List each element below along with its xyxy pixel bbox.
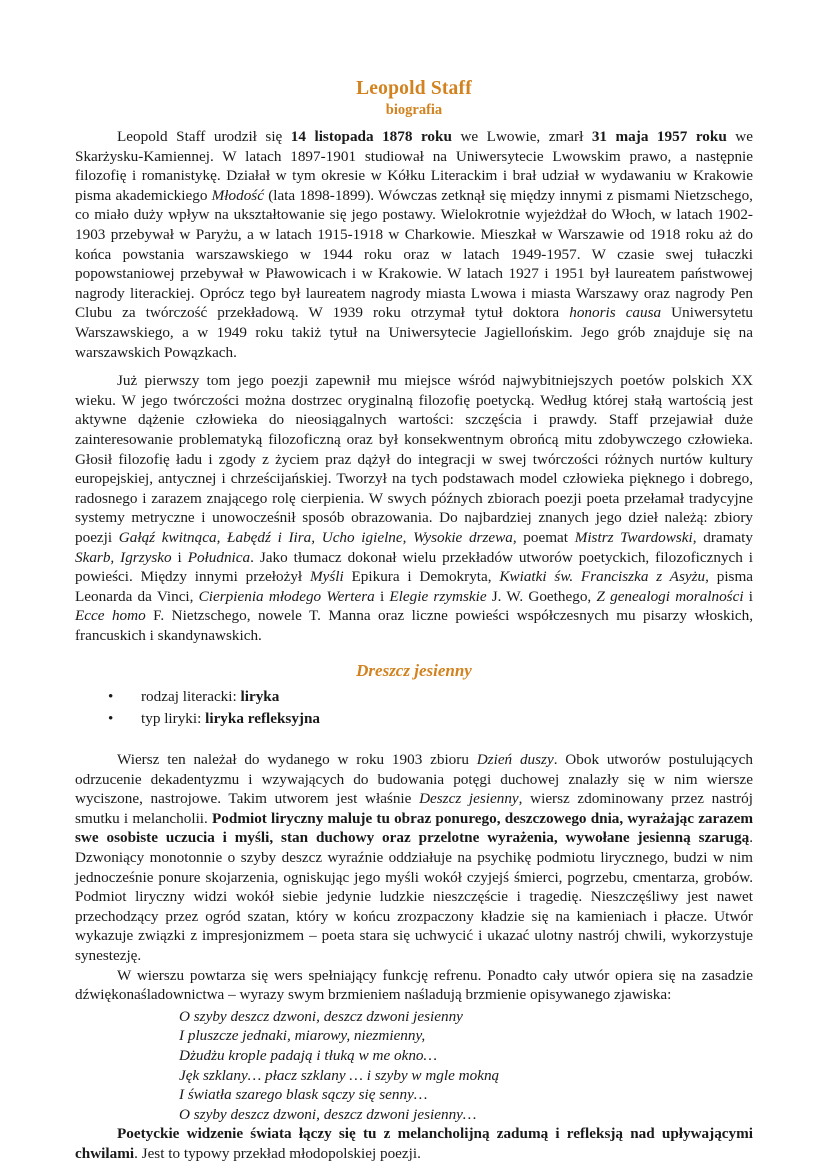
poem-p1-highlight: Podmiot liryczny maluje tu obraz ponurego, deszczowego dnia, wyrażając zarazem swe osobiste uczucia i myśli, stan duchowy oraz przelotne wyrażenia, wywołane jesienną szarugą	[75, 809, 753, 847]
bio-p2-work-poludnica: Południca	[187, 548, 251, 566]
feature-label: typ liryki:	[141, 709, 206, 727]
bio-p2-text-3: , dramaty	[692, 528, 753, 546]
bio-p2-text-1: Już pierwszy tom jego poezji zapewnił mu miejsce wśród najwybitniejszych poetów polskich XX wieku. W jego twórczości można dostrzec oryginalną filozofię poetycką. Według której stałą wartością jest aktywne dążenie człowieka do nieosiągalnych wartości: szczęścia i prawdy. Staff przejawiał duże zainteresowanie problematyką filozoficzną oraz był konsekwentnym obrońcą mitu zdobywczego człowieka. Głosił filozofię ładu i zgody z życiem praz dążył do integracji w swej twórczości różnych nurtów kultury europejskiej, antycznej i chrześcijańskiej. Tworzył na tych podstawach model człowieka pięknego i dobrego, radosnego i zarazem znającego rolę cierpienia. W swych późnych zbiorach poezji poeta przełamał tradycyjne systemy metryczne i unowocześnił sposób obrazowania. Do najbardziej znanych jego dzieł należą: zbiory poezji	[75, 372, 753, 546]
poem-p1-text-4: . Dzwoniący monotonnie o szyby deszcz wyraźnie oddziałuje na psychikę podmiotu lirycznego, budzi w nim jednocześnie ponure skojarzenia, ogniskując jego myśli wokół czyjejś śmierci, pogrzebu, cmentarza, grobów. Podmiot liryczny widzi wokół siebie jedynie ludzkie nieszczęście i tragedię. Nieszczęśliwy jest nawet przechodzący przez ogród szatan, który w końcu zrozpaczony kładzie się na kamieniach i płacze. Utwór wykazuje związki z impresjonizmem – poeta stara się uchwycić i ukazać ulotny nastrój chwili, wykorzystuje synestezję.	[75, 829, 753, 965]
poem-line: I pluszcze jednaki, miarowy, niezmienny,	[179, 1027, 426, 1045]
bio-p2-text-4: i	[171, 548, 188, 566]
poem-line: O szyby deszcz dzwoni, deszcz dzwoni jesienny	[179, 1007, 463, 1025]
bio-p1-text-1: Leopold Staff urodził się	[117, 128, 291, 146]
section-spacer	[75, 646, 753, 661]
poem-p1-collection-dzien-duszy: Dzień duszy	[476, 751, 554, 769]
bio-p2-works-dramas: Skarb, Igrzysko	[75, 548, 172, 566]
list-item	[75, 687, 753, 707]
poem-p3-text-1: . Jest to typowy przekład młodopolskiej poezji.	[134, 1144, 421, 1162]
bio-p1-title-mlodosc: Młodość	[211, 186, 264, 204]
poem-feature-list	[75, 687, 753, 728]
biography-paragraph-2	[75, 371, 753, 645]
paragraph-spacer	[75, 362, 753, 371]
bio-p2-work-genealogia: Z genealogi moralności	[596, 587, 744, 605]
section-title-dreszcz-jesienny: Dreszcz jesienny	[356, 660, 472, 680]
poem-line: Dżudżu krople padają i tłuką w me okno…	[179, 1047, 438, 1065]
poem-line: Jęk szklany… płacz szklany … i szyby w mgle mokną	[179, 1066, 500, 1084]
bio-p1-birth-date: 14 listopada 1878 roku	[290, 128, 452, 146]
poem-line: O szyby deszcz dzwoni, deszcz dzwoni jesienny…	[179, 1105, 477, 1123]
poem-p1-text-2: . Obok utworów postulujących odrzucenie dekadentyzmu i wzywających do budowania potęgi duchowej znalazły się w nim wiersze wyciszone, nastrojowe. Takim utworem jest właśnie	[75, 751, 753, 808]
bio-p2-work-elegie: Elegie rzymskie	[389, 587, 487, 605]
bio-p2-work-mistrz-twardowski: Mistrz Twardowski	[574, 528, 693, 546]
bio-p1-text-4: (lata 1898-1899). Wówczas zetknął się między innymi z pismami Nietzschego, co miało duży wpływ na ukształtowanie się jego postawy. Wielokrotnie wyjeżdżał do Włoch, w latach 1902-1903 przebywał w Paryżu, a w latach 1915-1918 w Charkowie. Mieszkał w Warszawie od 1918 roku aż do końca powstania warszawskiego w 1944 roku oraz w latach 1949-1957. W czasie swej tułaczki popowstaniowej przebywał w Pławowicach i w Krakowie. W latach 1927 i 1951 był laureatem państwowej nagrody literackiej. Oprócz tego był laureatem nagrody miasta Lwowa i miasta Warszawy oraz nagrody Pen Clubu za twórczość przekładową. W 1939 roku otrzymał tytuł doktora	[75, 186, 753, 322]
poem-line: I światła szarego blask sączy się senny…	[179, 1086, 428, 1104]
poem-p1-text-1: Wiersz ten należał do wydanego w roku 1903 zbioru	[117, 751, 477, 769]
poem-p1-text-3: , wiersz zdominowany przez nastrój smutku i melancholii.	[75, 790, 753, 827]
bio-p2-text-7: , pisma Leonarda da Vinci,	[75, 568, 754, 605]
bio-p2-work-kwiatki: Kwiatki św. Franciszka z Asyżu	[499, 568, 706, 586]
bio-p2-text-9: J. W. Goethego,	[486, 587, 597, 605]
list-item	[75, 709, 753, 729]
poem-analysis-paragraph-1	[75, 750, 753, 966]
document-content	[75, 78, 753, 1164]
page-title: Leopold Staff	[356, 78, 472, 99]
feature-label: rodzaj literacki:	[141, 687, 241, 705]
bio-p1-text-2: we Lwowie, zmarł	[451, 128, 592, 146]
bio-p2-work-mysli: Myśli	[309, 568, 344, 586]
bio-p2-text-6: Epikura i Demokryta,	[343, 568, 500, 586]
poem-analysis-paragraph-2	[75, 966, 753, 1005]
bio-p2-work-werter: Cierpienia młodego Wertera	[198, 587, 375, 605]
poem-p2-text-1: W wierszu powtarza się wers spełniający funkcję refrenu. Ponadto cały utwór opiera się na zasadzie dźwiękonaśladownictwa – wyrazy swym brzmieniem naśladują brzmienie opisywanego zjawiska:	[75, 966, 753, 1004]
bio-p1-honoris-causa: honoris causa	[569, 304, 662, 322]
page-subtitle: biografia	[385, 102, 443, 119]
bio-p2-text-8: i	[374, 587, 390, 605]
bio-p1-text-5: Uniwersytetu Warszawskiego, a w 1949 roku takiż tytuł na Uniwersytecie Jagiellońskim. Jego grób znajduje się na warszawskich Powązkach.	[75, 304, 754, 361]
poem-quote-block	[75, 1007, 753, 1125]
bullet-icon: •	[108, 709, 114, 727]
bio-p2-text-10: i	[743, 587, 753, 605]
bio-p1-death-date: 31 maja 1957 roku	[591, 128, 727, 146]
bio-p2-text-11: F. Nietzschego, nowele T. Manna oraz liczne powieści współczesnych mu pisarzy włoskich, francuskich i skandynawskich.	[75, 607, 754, 644]
bio-p2-work-ecce-homo: Ecce homo	[75, 607, 146, 625]
bullet-icon: •	[108, 687, 114, 705]
section-spacer	[75, 730, 753, 750]
bio-p2-text-2: , poemat	[512, 528, 575, 546]
biography-paragraph-1	[75, 127, 753, 362]
feature-value: liryka refleksyjna	[205, 709, 321, 727]
feature-value: liryka	[240, 687, 280, 705]
bio-p2-works-poetry: Gałąź kwitnąca, Łabędź i Iira, Ucho igielne, Wysokie drzewa	[118, 528, 513, 546]
bio-p1-text-3: we Skarżysku-Kamiennej. W latach 1897-1901 studiował na Uniwersytecie Lwowskim prawo, a następnie filozofię i romanistykę. Działał w tym okresie w Kółku Literackim i brał udział w wydawaniu w Krakowie pisma akademickiego	[75, 128, 753, 204]
poem-p1-title-deszcz-jesienny: Deszcz jesienny	[419, 790, 519, 808]
poem-p3-highlight: Poetyckie widzenie świata łączy się tu z melancholijną zadumą i refleksją nad upływającymi chwilami	[75, 1125, 753, 1162]
poem-analysis-paragraph-3	[75, 1124, 753, 1163]
bio-p2-text-5: . Jako tłumacz dokonał wielu przekładów utworów poetyckich, filozoficznych i powieści. Między innymi przełożył	[75, 548, 753, 586]
